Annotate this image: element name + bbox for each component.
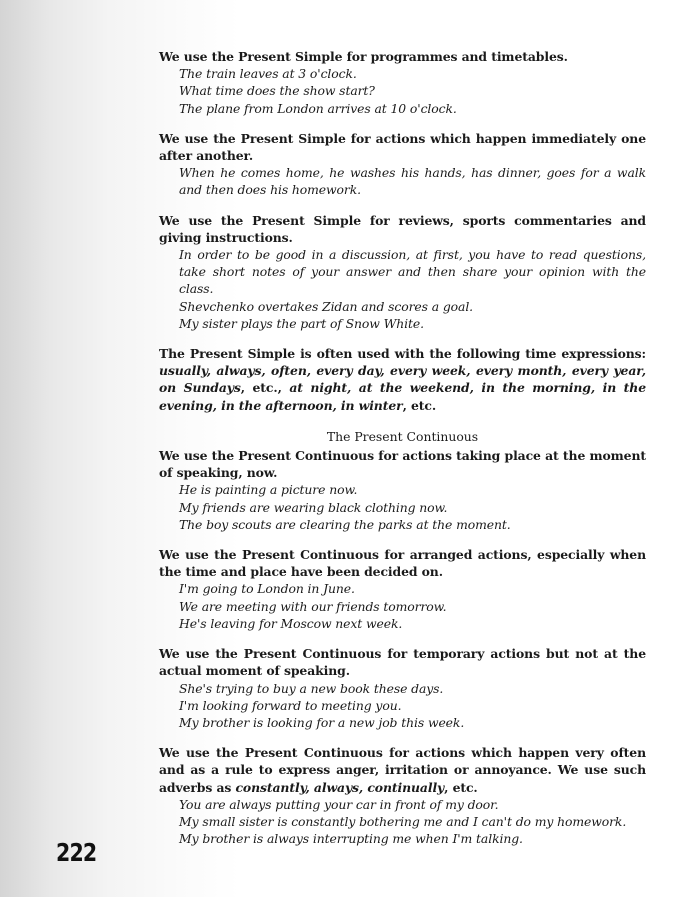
rule-text <box>159 345 646 414</box>
example-sentence: The train leaves at 3 o'clock. <box>179 66 357 82</box>
page-number: 222 <box>56 838 97 867</box>
rule-text: We use the Present Continuous for temporary actions but not at the actual moment of speaking. <box>159 646 646 679</box>
rule-text <box>159 744 646 796</box>
example-sentence: He is painting a picture now. <box>179 482 358 498</box>
rule-text: We use the Present Simple for actions which happen immediately one after another. <box>159 130 646 164</box>
example-sentence: In order to be good in a discussion, at first, you have to read questions, take short notes of your answer and then share your opinion with the class. <box>179 247 646 297</box>
example-sentence: The plane from London arrives at 10 o'clock. <box>179 100 457 116</box>
section-arranged-actions <box>159 546 646 632</box>
example-sentence: The boy scouts are clearing the parks at the moment. <box>179 516 511 532</box>
adverbs-list: constantly, always, continually <box>235 779 445 795</box>
section-annoyance <box>159 744 646 847</box>
section-sequence <box>159 130 646 199</box>
etc-end: , etc. <box>444 779 478 795</box>
time-expressions-2: at night, at the weekend, in the morning, in the evening, in the afternoon, in winter <box>159 380 646 413</box>
rule-text: We use the Present Simple for reviews, sports commentaries and giving instructions. <box>159 212 646 245</box>
example-sentence: We are meeting with our friends tomorrow. <box>179 598 447 614</box>
example-sentence: My brother is looking for a new job this week. <box>179 714 465 730</box>
rule-intro: The Present Simple is often used with the following time expressions: <box>159 346 646 362</box>
rule-text: We use the Present Continuous for arranged actions, especially when the time and place have been decided on. <box>159 547 646 580</box>
section-reviews <box>159 212 646 332</box>
example-sentence: My friends are wearing black clothing now. <box>179 499 448 515</box>
rule-text: We use the Present Simple for programmes and timetables. <box>159 49 568 64</box>
section-heading: The Present Continuous <box>326 428 479 444</box>
rule-intro: We use the Present Continuous for actions which happen very often and as a rule to express anger, irritation or annoyance. We use such adverbs as <box>159 745 646 795</box>
etc-separator: , etc., <box>240 380 290 396</box>
section-moment-of-speaking <box>159 447 646 533</box>
example-sentence: I'm going to London in June. <box>179 581 355 597</box>
example-sentence: I'm looking forward to meeting you. <box>179 697 402 713</box>
example-sentence: My small sister is constantly bothering me and I can't do my homework. <box>179 813 627 829</box>
example-sentence: My brother is always interrupting me when I'm talking. <box>179 831 523 847</box>
rule-text: We use the Present Continuous for actions taking place at the moment of speaking, now. <box>159 448 646 481</box>
example-sentence: My sister plays the part of Snow White. <box>179 315 424 331</box>
time-expressions-1: usually, always, often, every day, every week, every month, every year, on Sundays <box>159 363 646 396</box>
page-content <box>159 48 646 860</box>
example-sentence: What time does the show start? <box>179 83 375 99</box>
example-sentence: You are always putting your car in front of my door. <box>179 796 499 812</box>
example-sentence: When he comes home, he washes his hands, has dinner, goes for a walk and then does his homework. <box>179 165 646 198</box>
example-sentence: He's leaving for Moscow next week. <box>179 615 403 631</box>
section-time-expressions <box>159 345 646 414</box>
section-programmes <box>159 48 646 117</box>
section-temporary-actions <box>159 645 646 731</box>
etc-end: , etc. <box>402 397 437 413</box>
example-sentence: She's trying to buy a new book these days. <box>179 680 444 696</box>
example-sentence: Shevchenko overtakes Zidan and scores a goal. <box>179 298 474 314</box>
